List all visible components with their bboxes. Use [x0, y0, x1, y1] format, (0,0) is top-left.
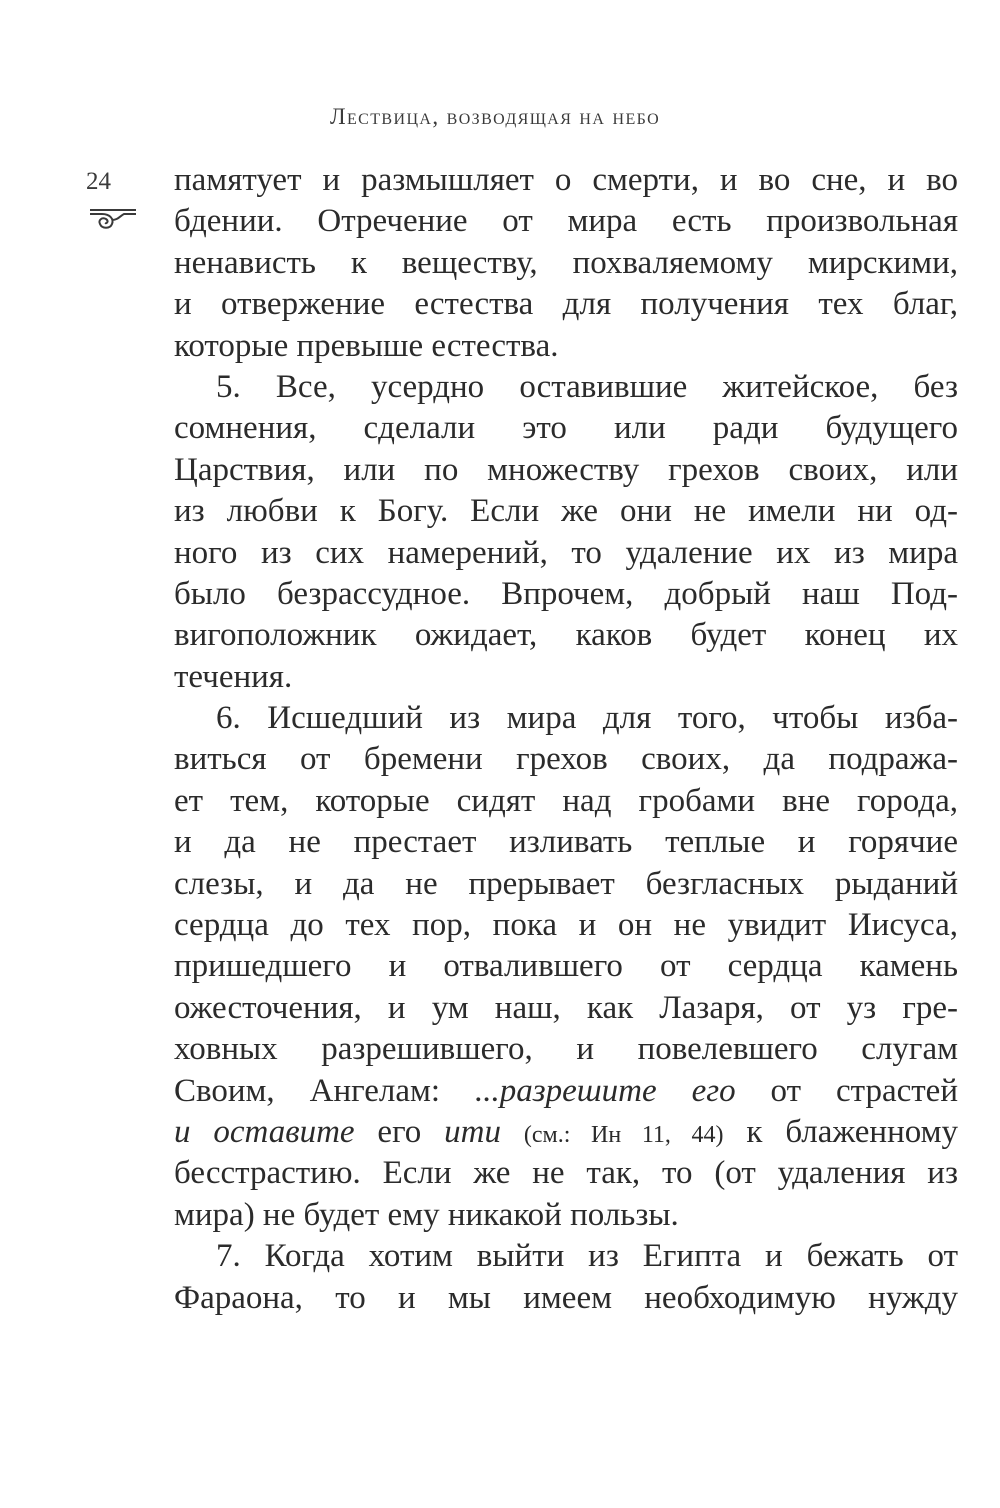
- text-line: Фараона, то и мы имеем необходимую нужду: [174, 1279, 958, 1316]
- text-line: мира) не будет ему никакой пользы.: [174, 1196, 679, 1233]
- text-line: ожесточения, и ум наш, как Лазаря, от уз гре-: [174, 989, 958, 1026]
- running-title: Лествица, возводящая на небо: [330, 104, 661, 129]
- text-line: из любви к Богу. Если же они не имели ни од-: [174, 493, 958, 530]
- italic-quote: ити: [444, 1113, 502, 1150]
- text-line: памятует и размышляет о смерти, и во сне, и во: [174, 162, 958, 198]
- text-line: течения.: [174, 658, 293, 695]
- body-text: [174, 160, 958, 1319]
- paragraph-6-start: 6. Исшедший из мира для того, чтобы изба-: [216, 700, 958, 737]
- text-line: ховных разрешившего, и повелевшего слугам: [174, 1031, 958, 1068]
- scripture-reference: (см.: Ин 11, 44): [523, 1121, 724, 1148]
- italic-quote: и оставите: [174, 1113, 355, 1150]
- text-line: которые превыше естества.: [174, 327, 559, 364]
- text-line: ненависть к веществу, похваляемому мирскими,: [174, 244, 958, 281]
- text-line: и да не престает изливать теплые и горячие: [174, 824, 958, 861]
- text-line: и оставите его ити (см.: Ин 11, 44) к блаженному: [174, 1113, 958, 1150]
- paragraph-5-start: 5. Все, усердно оставившие житейское, без: [216, 368, 958, 405]
- text-line: сомнения, сделали это или ради будущего: [174, 410, 958, 447]
- text-line: пришедшего и отвалившего от сердца камень: [174, 948, 958, 985]
- text-line: виться от бремени грехов своих, да подража-: [174, 741, 958, 778]
- text-line: бдении. Отречение от мира есть произвольная: [174, 203, 958, 240]
- text-line: Своим, Ангелам: ...разрешите его от страстей: [174, 1072, 958, 1109]
- text-line: бесстрастию. Если же не так, то (от удаления из: [174, 1155, 958, 1192]
- paragraph-7-start: 7. Когда хотим выйти из Египта и бежать от: [216, 1238, 958, 1275]
- text-line: было безрассудное. Впрочем, добрый наш Под-: [174, 575, 958, 612]
- page-number: 24: [86, 168, 111, 195]
- spiral-ornament-icon: [88, 206, 138, 232]
- text-line: сердца до тех пор, пока и он не увидит Иисуса,: [174, 907, 958, 944]
- text-line: ет тем, которые сидят над гробами вне города,: [174, 782, 958, 819]
- text-line: вигоположник ожидает, каков будет конец их: [174, 617, 958, 654]
- text-line: ного из сих намерений, то удаление их из мира: [174, 534, 958, 571]
- text-line: и отвержение естества для получения тех благ,: [174, 286, 958, 323]
- italic-quote: ...разрешите его: [474, 1072, 736, 1109]
- text-line: слезы, и да не прерывает безгласных рыданий: [174, 865, 958, 902]
- text-line: Царствия, или по множеству грехов своих, или: [174, 451, 958, 488]
